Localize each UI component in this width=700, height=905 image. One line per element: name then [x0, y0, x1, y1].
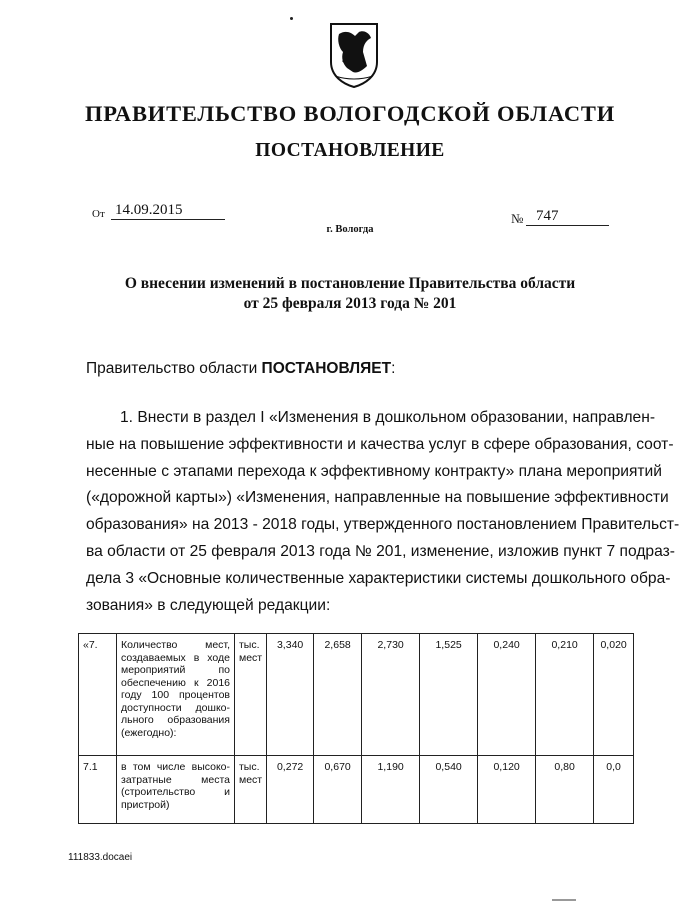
row-value: 0,120	[478, 756, 536, 824]
row-value: 0,670	[314, 756, 362, 824]
row-value: 0,540	[420, 756, 478, 824]
preamble-suffix: :	[391, 360, 396, 377]
document-subject	[0, 274, 700, 314]
row-value: 0,240	[478, 634, 536, 756]
row-value: 0,020	[594, 634, 634, 756]
scan-dot	[290, 17, 293, 20]
table-row	[79, 756, 634, 824]
subject-line: О внесении изменений в постановление Правительства области	[124, 275, 576, 292]
coat-of-arms-icon	[329, 22, 379, 88]
row-value: 0,80	[536, 756, 594, 824]
date-label: От	[92, 208, 105, 220]
file-reference: 111833.docaei	[68, 852, 133, 863]
document-number: 747	[526, 207, 609, 226]
body-paragraph	[86, 405, 680, 619]
organization-title: ПРАВИТЕЛЬСТВО ВОЛОГОДСКОЙ ОБЛАСТИ	[84, 101, 616, 126]
row-value: 0,0	[594, 756, 634, 824]
body-line: 1. Внести в раздел I «Изменения в дошкольном образовании, направлен-	[120, 409, 656, 426]
city: г. Вологда	[326, 224, 374, 235]
data-table	[78, 633, 634, 824]
row-value: 3,340	[267, 634, 314, 756]
preamble	[86, 360, 395, 378]
row-number: «7.	[79, 634, 117, 756]
body-line: ные на повышение эффективности и качества услуг в сфере образования, соот-	[86, 435, 674, 453]
row-unit: тыс. мест	[235, 634, 267, 756]
row-description: в том числе высоко-затратные места (строительство и пристрой)	[117, 756, 235, 824]
row-value: 2,730	[362, 634, 420, 756]
body-line: («дорожной карты») «Изменения, направленные на повышение эффективности	[86, 489, 669, 507]
row-unit: тыс. мест	[235, 756, 267, 824]
row-description: Количество мест, создаваемых в ходе мероприятий по обеспечению к 2016 году 100 процентов доступности дошко-льного образования (ежегодно):	[117, 634, 235, 756]
document-type: ПОСТАНОВЛЕНИЕ	[255, 140, 445, 161]
row-value: 0,210	[536, 634, 594, 756]
row-value: 0,272	[267, 756, 314, 824]
number-label: №	[511, 211, 524, 226]
body-line: дела 3 «Основные количественные характеристики системы дошкольного обра-	[86, 569, 671, 587]
table-row	[79, 634, 634, 756]
scan-mark	[552, 899, 576, 901]
document-date: 14.09.2015	[111, 201, 225, 220]
row-value: 1,525	[420, 634, 478, 756]
row-value: 2,658	[314, 634, 362, 756]
preamble-keyword: ПОСТАНОВЛЯЕТ	[261, 360, 392, 377]
body-line: несенные с этапами перехода к эффективному контракту» плана мероприятий	[86, 462, 662, 480]
row-value: 1,190	[362, 756, 420, 824]
row-number: 7.1	[79, 756, 117, 824]
body-line: образования» на 2013 - 2018 годы, утвержденного постановлением Правительст-	[86, 516, 680, 534]
subject-line: от 25 февраля 2013 года № 201	[243, 295, 457, 312]
body-line: ва области от 25 февраля 2013 года № 201, изменение, изложив пункт 7 подраз-	[86, 542, 675, 560]
body-line: зования» в следующей редакции:	[86, 596, 331, 614]
preamble-text: Правительство области	[86, 360, 262, 377]
